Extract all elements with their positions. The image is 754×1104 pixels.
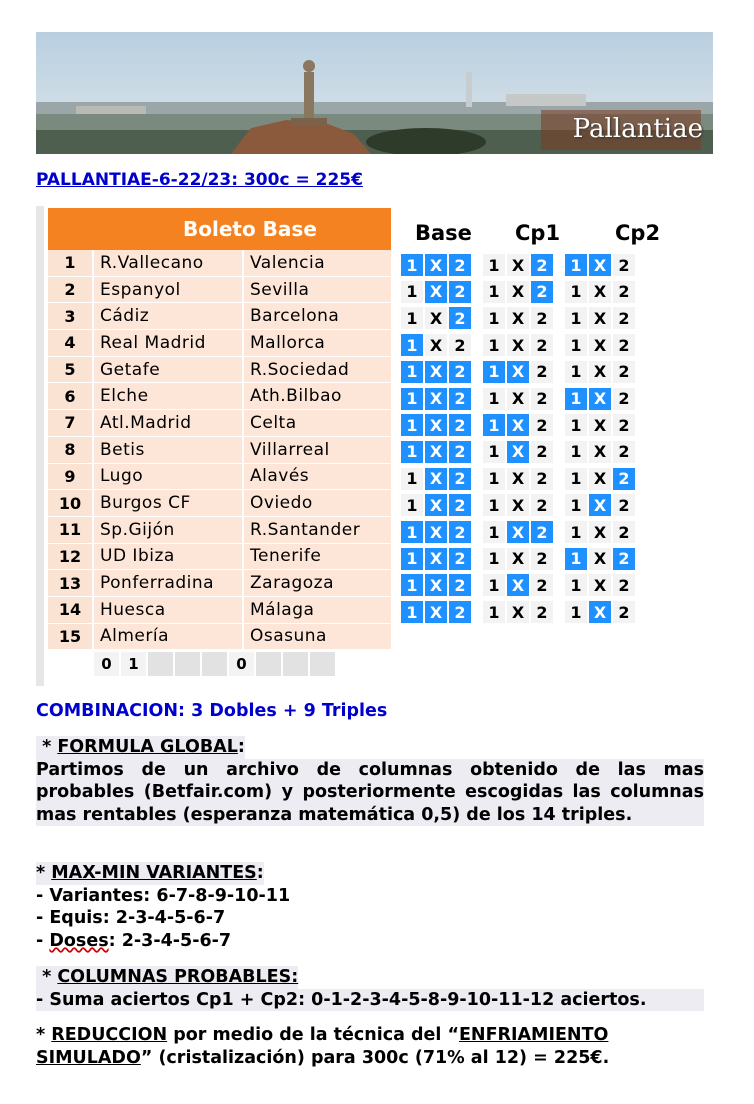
prediction-row [401, 601, 637, 623]
reduccion-label: REDUCCION [51, 1025, 168, 1045]
base-pick-1: 1 [401, 414, 423, 436]
footer-cell [175, 652, 200, 676]
home-team: UD Ibiza [94, 544, 242, 570]
match-row [48, 383, 391, 410]
cp2-pick-1: 1 [565, 521, 587, 543]
group-gap [473, 361, 483, 383]
cp1-pick-1: 1 [483, 414, 505, 436]
cp1-pick-2: 2 [531, 307, 553, 329]
probables-heading: COLUMNAS PROBABLES: [57, 967, 299, 987]
formula-heading: FORMULA GLOBAL [57, 737, 238, 757]
cp1-pick-2: 2 [531, 334, 553, 356]
base-pick-2: 2 [449, 334, 471, 356]
footer-cell [310, 652, 335, 676]
base-pick-2: 2 [449, 254, 471, 276]
combination-text: COMBINACION: 3 Dobles + 9 Triples [36, 701, 388, 721]
base-pick-1: 1 [401, 441, 423, 463]
column-header-base: Base [415, 221, 472, 245]
prediction-row [401, 468, 637, 490]
group-gap [555, 281, 565, 303]
footer-spacer [48, 652, 92, 676]
prediction-row [401, 574, 637, 596]
footer-cell [256, 652, 281, 676]
home-team: Sp.Gijón [94, 517, 242, 543]
maxmin-section [36, 862, 704, 952]
cp2-pick-x: X [589, 254, 611, 276]
group-gap [555, 334, 565, 356]
base-pick-x: X [425, 521, 447, 543]
cp1-pick-1: 1 [483, 601, 505, 623]
base-pick-2: 2 [449, 361, 471, 383]
cp2-pick-1: 1 [565, 334, 587, 356]
footer-value: 0 [229, 652, 254, 676]
cp2-pick-1: 1 [565, 468, 587, 490]
away-team: Ath.Bilbao [244, 383, 391, 409]
footer-cell [283, 652, 308, 676]
match-number: 12 [48, 544, 92, 570]
cp1-pick-x: X [507, 254, 529, 276]
base-pick-1: 1 [401, 307, 423, 329]
reduccion-term2: SIMULADO [36, 1047, 141, 1068]
prediction-row [401, 254, 637, 276]
group-gap [555, 574, 565, 596]
footer-cell [148, 652, 173, 676]
group-gap [473, 548, 483, 570]
base-pick-x: X [425, 468, 447, 490]
formula-section [36, 736, 704, 826]
cp2-pick-x: X [589, 388, 611, 410]
cp2-pick-1: 1 [565, 441, 587, 463]
probables-section [36, 966, 704, 1011]
reduccion-text: por medio de la técnica del “ [167, 1025, 459, 1045]
cp1-pick-x: X [507, 548, 529, 570]
match-row [48, 517, 391, 544]
cp1-pick-1: 1 [483, 574, 505, 596]
cp2-pick-x: X [589, 334, 611, 356]
match-row [48, 570, 391, 597]
cp1-pick-2: 2 [531, 468, 553, 490]
home-team: Burgos CF [94, 490, 242, 516]
base-pick-1: 1 [401, 281, 423, 303]
cp1-pick-1: 1 [483, 388, 505, 410]
match-number: 6 [48, 383, 92, 409]
cp1-pick-2: 2 [531, 254, 553, 276]
group-gap [473, 334, 483, 356]
cp2-pick-x: X [589, 521, 611, 543]
cp1-pick-2: 2 [531, 414, 553, 436]
group-gap [555, 468, 565, 490]
cp1-pick-1: 1 [483, 548, 505, 570]
cp1-pick-2: 2 [531, 494, 553, 516]
away-team: R.Santander [244, 517, 391, 543]
doses-value: : 2-3-4-5-6-7 [108, 930, 232, 951]
base-pick-1: 1 [401, 548, 423, 570]
cp2-pick-1: 1 [565, 281, 587, 303]
away-team: Villarreal [244, 437, 391, 463]
home-team: Real Madrid [94, 330, 242, 356]
match-number: 13 [48, 570, 92, 596]
base-pick-x: X [425, 494, 447, 516]
cp1-pick-x: X [507, 388, 529, 410]
base-pick-2: 2 [449, 307, 471, 329]
footer-value: 1 [121, 652, 146, 676]
base-pick-1: 1 [401, 388, 423, 410]
cp2-pick-1: 1 [565, 254, 587, 276]
cp2-pick-x: X [589, 414, 611, 436]
group-gap [555, 307, 565, 329]
group-gap [473, 441, 483, 463]
cp2-pick-x: X [589, 548, 611, 570]
home-team: Cádiz [94, 303, 242, 329]
cp1-pick-2: 2 [531, 574, 553, 596]
prediction-row [401, 414, 637, 436]
cp1-pick-1: 1 [483, 521, 505, 543]
match-list [48, 250, 391, 650]
footer-cell [202, 652, 227, 676]
page-title[interactable] [36, 170, 363, 190]
footer-value: 0 [94, 652, 119, 676]
base-pick-2: 2 [449, 468, 471, 490]
base-pick-x: X [425, 601, 447, 623]
group-gap [473, 494, 483, 516]
group-gap [473, 521, 483, 543]
cp1-pick-x: X [507, 521, 529, 543]
formula-body: Partimos de un archivo de columnas obtenido de las mas probables (Betfair.com) y posteriormente escogidas las columnas mas rentables (esperanza matemática 0,5) de los 14 triples. [36, 759, 704, 825]
home-team: R.Vallecano [94, 250, 242, 276]
cp2-pick-2: 2 [613, 548, 635, 570]
cp2-pick-2: 2 [613, 334, 635, 356]
away-team: Osasuna [244, 624, 391, 650]
cp2-pick-1: 1 [565, 494, 587, 516]
cp2-pick-1: 1 [565, 601, 587, 623]
base-pick-2: 2 [449, 388, 471, 410]
base-pick-1: 1 [401, 361, 423, 383]
group-gap [555, 521, 565, 543]
base-pick-1: 1 [401, 334, 423, 356]
base-pick-2: 2 [449, 574, 471, 596]
away-team: Valencia [244, 250, 391, 276]
cp1-pick-x: X [507, 601, 529, 623]
home-team: Lugo [94, 464, 242, 490]
cp2-pick-1: 1 [565, 388, 587, 410]
base-pick-2: 2 [449, 414, 471, 436]
cp1-pick-1: 1 [483, 441, 505, 463]
reduccion-term1: ENFRIAMIENTO [458, 1025, 609, 1045]
cp1-pick-1: 1 [483, 281, 505, 303]
cp1-pick-x: X [507, 334, 529, 356]
base-pick-x: X [425, 254, 447, 276]
prediction-row [401, 494, 637, 516]
boleto-base-header: Boleto Base [48, 208, 391, 250]
cp2-pick-x: X [589, 441, 611, 463]
base-pick-2: 2 [449, 521, 471, 543]
base-pick-x: X [425, 334, 447, 356]
maxmin-heading-line: * MAX-MIN VARIANTES: [36, 863, 264, 883]
reduccion-section [36, 1024, 704, 1069]
banner-caption: Pallantiae [572, 114, 703, 144]
group-gap [473, 414, 483, 436]
cp1-pick-x: X [507, 414, 529, 436]
home-team: Getafe [94, 357, 242, 383]
group-gap [473, 307, 483, 329]
cp2-pick-1: 1 [565, 361, 587, 383]
base-pick-x: X [425, 548, 447, 570]
doses-label: Doses [49, 930, 109, 951]
base-pick-x: X [425, 574, 447, 596]
home-team: Espanyol [94, 277, 242, 303]
cp1-pick-x: X [507, 441, 529, 463]
prediction-row [401, 441, 637, 463]
cp2-pick-2: 2 [613, 361, 635, 383]
base-pick-x: X [425, 281, 447, 303]
cp1-pick-x: X [507, 281, 529, 303]
base-pick-x: X [425, 414, 447, 436]
match-number: 8 [48, 437, 92, 463]
maxmin-line: - Equis: 2-3-4-5-6-7 [36, 908, 226, 928]
base-pick-2: 2 [449, 281, 471, 303]
formula-heading-line: * FORMULA GLOBAL: [36, 737, 245, 757]
home-team: Huesca [94, 597, 242, 623]
base-pick-2: 2 [449, 494, 471, 516]
probables-heading-line: * COLUMNAS PROBABLES: [36, 967, 299, 987]
match-number: 1 [48, 250, 92, 276]
cp2-pick-2: 2 [613, 414, 635, 436]
away-team: Celta [244, 410, 391, 436]
group-gap [555, 388, 565, 410]
match-row [48, 250, 391, 277]
cp1-pick-x: X [507, 494, 529, 516]
cp1-pick-x: X [507, 361, 529, 383]
cp1-pick-2: 2 [531, 361, 553, 383]
cp1-pick-x: X [507, 468, 529, 490]
match-row [48, 303, 391, 330]
match-row [48, 330, 391, 357]
base-pick-2: 2 [449, 601, 471, 623]
cp2-pick-1: 1 [565, 574, 587, 596]
base-pick-x: X [425, 307, 447, 329]
cp1-pick-1: 1 [483, 361, 505, 383]
reduccion-paragraph: * REDUCCION por medio de la técnica del “ENFRIAMIENTO SIMULADO” (cristalización) para 300c (71% al 12) = 225€. [36, 1025, 610, 1068]
maxmin-line: - Variantes: 6-7-8-9-10-11 [36, 885, 291, 906]
cp2-pick-2: 2 [613, 254, 635, 276]
away-team: Mallorca [244, 330, 391, 356]
match-row [48, 277, 391, 304]
group-gap [473, 468, 483, 490]
cp1-pick-2: 2 [531, 548, 553, 570]
page-title-link[interactable]: PALLANTIAE-6-22/23: 300c = 225€ [36, 170, 363, 190]
reduccion-text2: ” (cristalización) para 300c (71% al 12) = 225€. [140, 1047, 610, 1068]
match-row [48, 410, 391, 437]
cp1-pick-2: 2 [531, 521, 553, 543]
base-pick-1: 1 [401, 574, 423, 596]
group-gap [555, 254, 565, 276]
match-number: 7 [48, 410, 92, 436]
column-header-cp2: Cp2 [615, 221, 661, 245]
cp1-pick-1: 1 [483, 334, 505, 356]
match-row [48, 544, 391, 571]
cp2-pick-x: X [589, 601, 611, 623]
home-team: Atl.Madrid [94, 410, 242, 436]
cp2-pick-x: X [589, 307, 611, 329]
cp2-pick-x: X [589, 281, 611, 303]
match-row [48, 357, 391, 384]
prediction-row [401, 307, 637, 329]
group-gap [473, 281, 483, 303]
group-gap [473, 388, 483, 410]
cp2-pick-x: X [589, 574, 611, 596]
away-team: Sevilla [244, 277, 391, 303]
match-number: 9 [48, 464, 92, 490]
cp2-pick-2: 2 [613, 521, 635, 543]
cp2-pick-1: 1 [565, 548, 587, 570]
prediction-row [401, 521, 637, 543]
cp1-pick-x: X [507, 307, 529, 329]
group-gap [555, 494, 565, 516]
cp2-pick-2: 2 [613, 574, 635, 596]
home-team: Almería [94, 624, 242, 650]
base-pick-1: 1 [401, 494, 423, 516]
match-row [48, 624, 391, 651]
boleto-base-table [48, 208, 391, 678]
away-team: Tenerife [244, 544, 391, 570]
cp1-pick-2: 2 [531, 281, 553, 303]
base-pick-1: 1 [401, 254, 423, 276]
base-pick-2: 2 [449, 548, 471, 570]
base-pick-1: 1 [401, 468, 423, 490]
group-gap [555, 414, 565, 436]
base-pick-x: X [425, 441, 447, 463]
match-row [48, 490, 391, 517]
prediction-row [401, 281, 637, 303]
prediction-row [401, 548, 637, 570]
match-number: 10 [48, 490, 92, 516]
base-pick-1: 1 [401, 521, 423, 543]
maxmin-line-doses: - Doses: 2-3-4-5-6-7 [36, 930, 232, 951]
match-row [48, 597, 391, 624]
match-number: 5 [48, 357, 92, 383]
cp2-pick-1: 1 [565, 414, 587, 436]
cp2-pick-2: 2 [613, 307, 635, 329]
header-banner [36, 32, 713, 154]
cp2-pick-2: 2 [613, 441, 635, 463]
prediction-row [401, 388, 637, 410]
prediction-row [401, 361, 637, 383]
away-team: Málaga [244, 597, 391, 623]
cp1-pick-2: 2 [531, 441, 553, 463]
cp1-pick-1: 1 [483, 254, 505, 276]
cp2-pick-x: X [589, 468, 611, 490]
cp1-pick-1: 1 [483, 468, 505, 490]
base-pick-1: 1 [401, 601, 423, 623]
ticket-footer [48, 652, 391, 678]
cp1-pick-x: X [507, 574, 529, 596]
base-pick-x: X [425, 388, 447, 410]
group-gap [473, 601, 483, 623]
away-team: Zaragoza [244, 570, 391, 596]
cp2-pick-x: X [589, 494, 611, 516]
match-number: 4 [48, 330, 92, 356]
probables-line: - Suma aciertos Cp1 + Cp2: 0-1-2-3-4-5-8-9-10-11-12 aciertos. [36, 989, 704, 1012]
cp2-pick-2: 2 [613, 388, 635, 410]
cp2-pick-2: 2 [613, 601, 635, 623]
home-team: Elche [94, 383, 242, 409]
group-gap [473, 254, 483, 276]
cp1-pick-1: 1 [483, 494, 505, 516]
group-gap [555, 361, 565, 383]
cp2-pick-2: 2 [613, 494, 635, 516]
group-gap [473, 574, 483, 596]
away-team: Barcelona [244, 303, 391, 329]
match-number: 14 [48, 597, 92, 623]
prediction-row [401, 334, 637, 356]
cp2-pick-2: 2 [613, 281, 635, 303]
cp1-pick-1: 1 [483, 307, 505, 329]
group-gap [555, 441, 565, 463]
match-row [48, 437, 391, 464]
group-gap [555, 601, 565, 623]
cp2-pick-1: 1 [565, 307, 587, 329]
group-gap [555, 548, 565, 570]
cp2-pick-2: 2 [613, 468, 635, 490]
base-pick-x: X [425, 361, 447, 383]
ticket-side-bar [36, 206, 44, 686]
away-team: Oviedo [244, 490, 391, 516]
away-team: Alavés [244, 464, 391, 490]
cp2-pick-x: X [589, 361, 611, 383]
cp1-pick-2: 2 [531, 388, 553, 410]
away-team: R.Sociedad [244, 357, 391, 383]
column-header-cp1: Cp1 [515, 221, 561, 245]
base-pick-2: 2 [449, 441, 471, 463]
home-team: Ponferradina [94, 570, 242, 596]
maxmin-heading: MAX-MIN VARIANTES [51, 863, 257, 883]
match-number: 3 [48, 303, 92, 329]
match-row [48, 464, 391, 491]
match-number: 15 [48, 624, 92, 650]
cp1-pick-2: 2 [531, 601, 553, 623]
match-number: 2 [48, 277, 92, 303]
match-number: 11 [48, 517, 92, 543]
home-team: Betis [94, 437, 242, 463]
